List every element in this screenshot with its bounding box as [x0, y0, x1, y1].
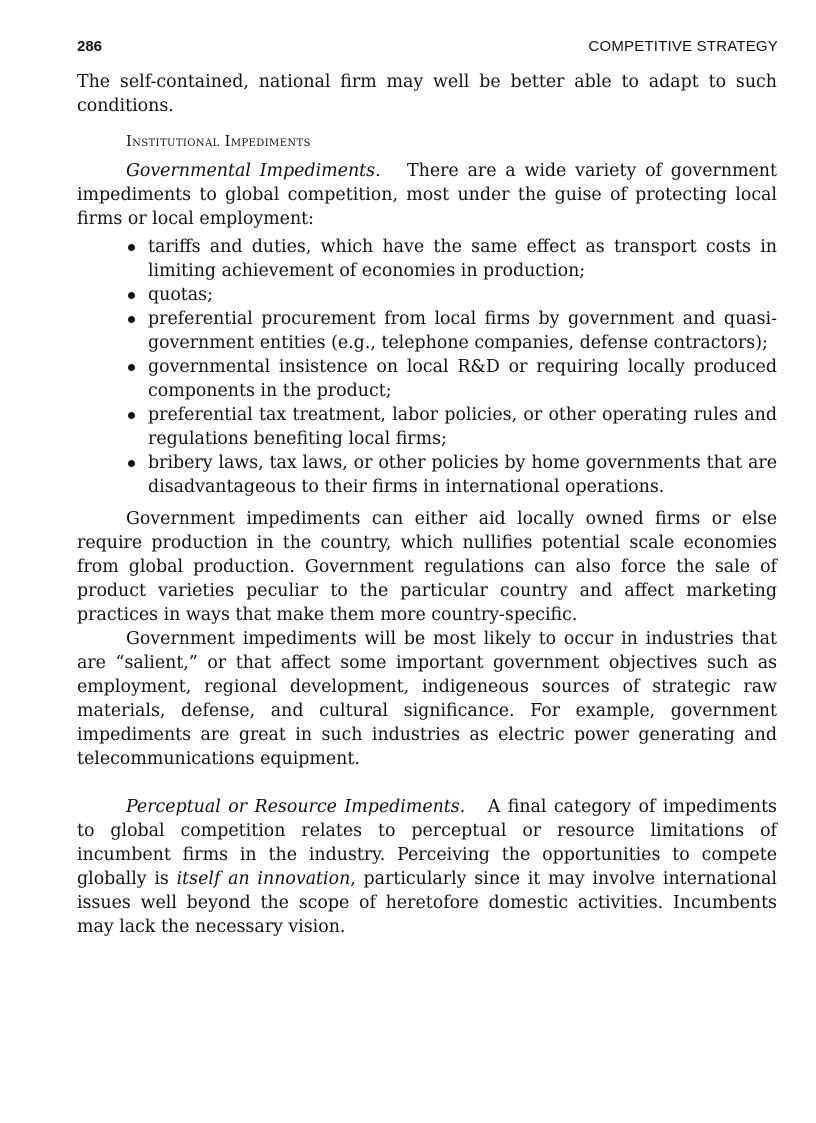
perceptual-impediments-heading: Perceptual or Resource Impediments. [126, 797, 466, 817]
list-item [126, 403, 777, 451]
section-heading: Institutional Impediments [126, 134, 311, 150]
page-number: 286 [77, 38, 103, 55]
bullet-icon [128, 460, 135, 467]
list-item-text: preferential procurement from local firms by government and quasi-government entities (e.g., telephone companies, defense contractors); [148, 309, 777, 353]
body-paragraph: Government impediments can either aid locally owned firms or else require production in the country, which nullifies potential scale economies from global production. Government regulations can also force the sale of product varieties peculiar to the particular country and affect marketing practices in ways that make them more country-specific. [77, 509, 777, 625]
governmental-intro-paragraph [77, 159, 777, 231]
bullet-icon [128, 364, 135, 371]
list-item [126, 283, 777, 307]
list-item [126, 307, 777, 355]
bullet-icon [128, 244, 135, 251]
list-item-text: preferential tax treatment, labor policies, or other operating rules and regulations benefiting local firms; [148, 405, 777, 449]
emphasized-phrase: itself an innovation [176, 869, 351, 889]
running-title: COMPETITIVE STRATEGY [588, 38, 778, 55]
list-item-text: governmental insistence on local R&D or requiring locally produced components in the product; [148, 357, 777, 401]
paragraph-gap [77, 771, 777, 795]
bullet-icon [128, 412, 135, 419]
running-head [77, 36, 778, 58]
bullet-icon [128, 292, 135, 299]
body-paragraph: Government impediments will be most likely to occur in industries that are “salient,” or that affect some important government objectives such as employment, regional development, indigeneous sources of strategic raw materials, defense, and cultural significance. For example, government impediments are great in such industries as electric power generating and telecommunications equipment. [77, 629, 777, 769]
list-item-text: tariffs and duties, which have the same effect as transport costs in limiting achievement of economies in production; [148, 237, 777, 281]
list-item-text: quotas; [148, 285, 213, 305]
list-item-text: bribery laws, tax laws, or other policies by home governments that are disadvantageous to their firms in international operations. [148, 453, 777, 497]
governmental-impediments-heading: Governmental Impediments. [126, 161, 381, 181]
list-item [126, 355, 777, 403]
list-item [126, 235, 777, 283]
perceptual-paragraph [77, 795, 777, 939]
impediments-list [77, 235, 777, 499]
list-item [126, 451, 777, 499]
bullet-icon [128, 316, 135, 323]
governmental-intro-text: There are a wide variety of government impediments to global competition, most under the guise of protecting local firms or local employment: [77, 161, 777, 229]
perceptual-text-start: A final category of impediments to global competition relates to perceptual or resource limitations of incumbent firms in the industry. Perceiving the opportunities to compete globally is [77, 797, 777, 889]
perceptual-text-end: , particularly since it may involve international issues well beyond the scope of heretofore domestic activities. Incumbents may lack the necessary vision. [77, 869, 777, 937]
opening-paragraph: The self-contained, national firm may well be better able to adapt to such conditions. [77, 72, 777, 116]
page-body [77, 70, 777, 939]
